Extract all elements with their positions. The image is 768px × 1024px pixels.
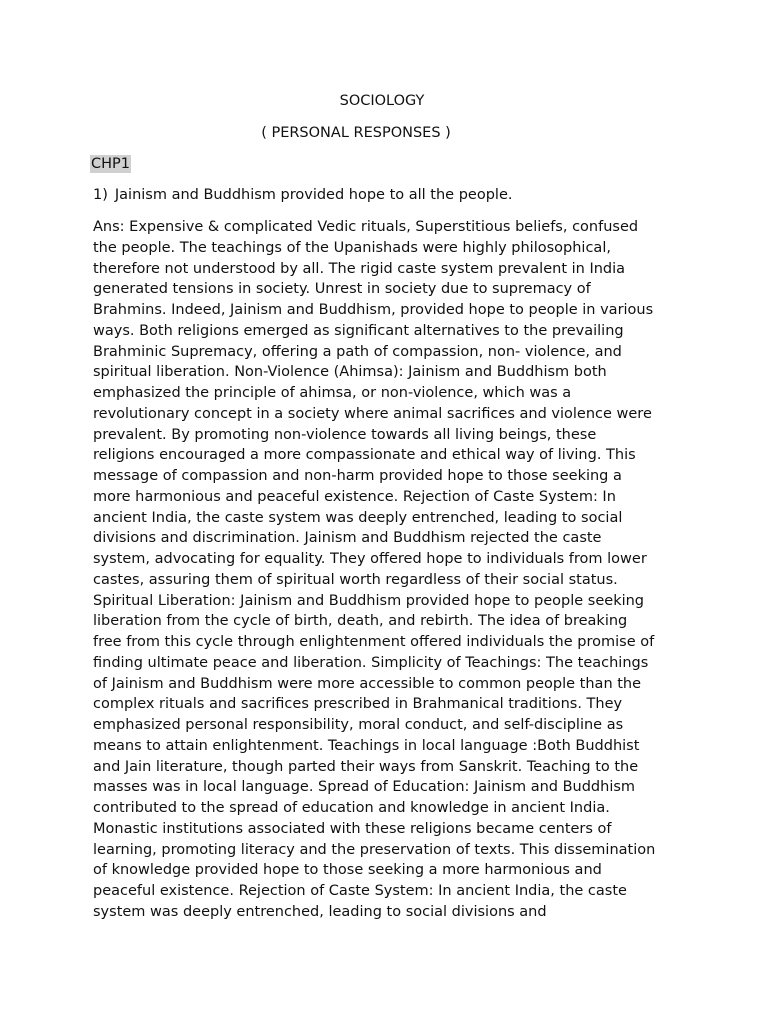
- answer-line: ancient India, the caste system was deeply entrenched, leading to social: [93, 509, 623, 526]
- answer-line: revolutionary concept in a society where animal sacrifices and violence were: [93, 405, 652, 422]
- answer-line: learning, promoting literacy and the preservation of texts. This dissemination: [93, 841, 656, 858]
- answer-line: therefore not understood by all. The rigid caste system prevalent in India: [93, 260, 626, 277]
- answer-line: message of compassion and non-harm provided hope to those seeking a: [93, 468, 622, 484]
- answer-line: free from this cycle through enlightenment offered individuals the promise of: [93, 634, 655, 650]
- answer-line: Spiritual Liberation: Jainism and Buddhism provided hope to people seeking: [93, 592, 645, 609]
- answer-line: Brahmins. Indeed, Jainism and Buddhism, provided hope to people in various: [93, 302, 654, 318]
- answer-line: ways. Both religions emerged as significant alternatives to the prevailing: [93, 322, 624, 339]
- answer-line: more harmonious and peaceful existence. Rejection of Caste System: In: [93, 488, 616, 505]
- question-number: 1): [93, 187, 108, 203]
- answer-line: complex rituals and sacrifices prescribed in Brahmanical traditions. They: [93, 696, 623, 713]
- answer-line: the people. The teachings of the Upanishads were highly philosophical,: [93, 239, 611, 256]
- answer-line: liberation from the cycle of birth, death, and rebirth. The idea of breaking: [93, 613, 628, 630]
- answer-line: finding ultimate peace and liberation. Simplicity of Teachings: The teachings: [93, 654, 649, 671]
- answer-line: prevalent. By promoting non-violence towards all living beings, these: [93, 426, 597, 443]
- answer-line: of Jainism and Buddhism were more accessible to common people than the: [93, 675, 642, 692]
- answer-line: Ans: Expensive & complicated Vedic rituals, Superstitious beliefs, confused: [93, 219, 639, 235]
- answer-line: generated tensions in society. Unrest in society due to supremacy of: [93, 281, 591, 298]
- page-title: SOCIOLOGY: [339, 93, 425, 109]
- answer-line: emphasized the principle of ahimsa, or non-violence, which was a: [93, 385, 572, 401]
- answer-line: means to attain enlightenment. Teachings in local language :Both Buddhist: [93, 737, 640, 754]
- answer-paragraph: [93, 217, 693, 923]
- answer-line: peaceful existence. Rejection of Caste System: In ancient India, the caste: [93, 883, 627, 899]
- answer-line: masses was in local language. Spread of Education: Jainism and Buddhism: [93, 779, 636, 796]
- answer-line: Monastic institutions associated with these religions became centers of: [93, 820, 612, 837]
- chapter-label: CHP1: [91, 156, 130, 172]
- page-subtitle: ( PERSONAL RESPONSES ): [261, 125, 451, 141]
- answer-line: of knowledge provided hope to those seeking a more harmonious and: [93, 862, 602, 879]
- question: [93, 186, 512, 204]
- answer-line: spiritual liberation. Non-Violence (Ahimsa): Jainism and Buddhism both: [93, 364, 607, 381]
- answer-line: divisions and discrimination. Jainism and Buddhism rejected the caste: [93, 530, 602, 547]
- answer-line: castes, assuring them of spiritual worth regardless of their social status.: [93, 571, 618, 588]
- answer-line: and Jain literature, though parted their ways from Sanskrit. Teaching to the: [93, 758, 639, 775]
- answer-line: Brahminic Supremacy, offering a path of compassion, non- violence, and: [93, 343, 622, 360]
- question-text: Jainism and Buddhism provided hope to all the people.: [114, 187, 513, 203]
- answer-line: system was deeply entrenched, leading to social divisions and: [93, 903, 547, 920]
- answer-line: system, advocating for equality. They offered hope to individuals from lower: [93, 551, 647, 567]
- answer-line: emphasized personal responsibility, moral conduct, and self-discipline as: [93, 717, 624, 733]
- answer-line: religions encouraged a more compassionate and ethical way of living. This: [93, 447, 636, 464]
- answer-line: contributed to the spread of education and knowledge in ancient India.: [93, 800, 610, 816]
